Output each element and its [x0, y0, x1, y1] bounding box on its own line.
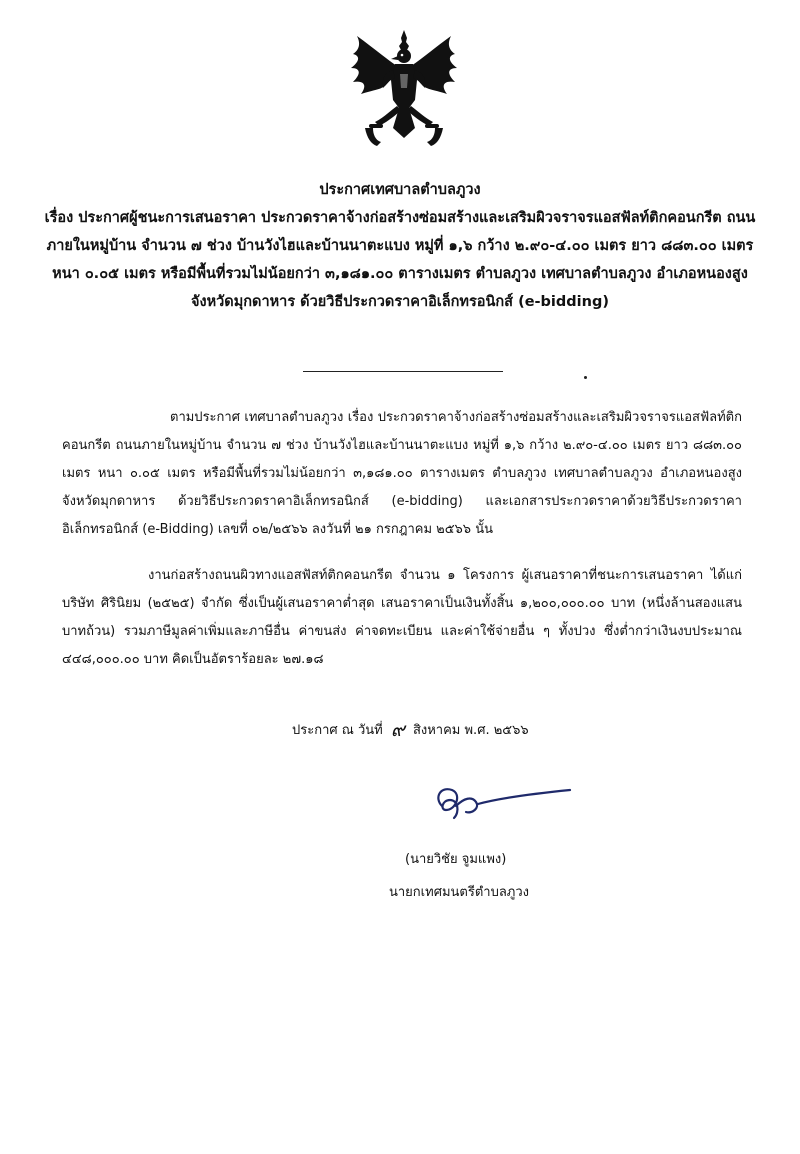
announcement-date: [292, 716, 529, 745]
date-day-handwritten: ๙: [390, 719, 405, 741]
section-divider: [303, 371, 503, 372]
date-prefix: ประกาศ ณ วันที่: [292, 723, 383, 738]
garuda-emblem-icon: [345, 28, 463, 148]
organization-heading: ประกาศเทศบาลตำบลภูวง: [319, 182, 481, 198]
signer-title: นายกเทศมนตรีตำบลภูวง: [389, 885, 529, 900]
subject-heading: เรื่อง ประกาศผู้ชนะการเสนอราคา ประกวดราคาจ้างก่อสร้างซ่อมสร้างและเสริมผิวจราจรแอสฟัลท์ติกคอนกรีต ถนนภายในหมู่บ้าน จำนวน ๗ ช่วง บ้านวังไฮและบ้านนาตะแบง หมู่ที่ ๑,๖ กว้าง ๒.๙๐-๔.๐๐ เมตร ยาว ๘๘๓.๐๐ เมตร หนา ๐.๐๕ เมตร หรือมีพื้นที่รวมไม่น้อยกว่า ๓,๑๘๑.๐๐ ตารางเมตร ตำบลภูวง เทศบาลตำบลภูวง อำเภอหนองสูง จังหวัดมุกดาหาร ด้วยวิธีประกวดราคาอิเล็กทรอนิกส์ (e-bidding): [44, 210, 756, 310]
handwritten-signature-icon: [420, 776, 590, 836]
body-paragraph-1: ตามประกาศ เทศบาลตำบลภูวง เรื่อง ประกวดราคาจ้างก่อสร้างซ่อมสร้างและเสริมผิวจราจรแอสฟัลท์ติกคอนกรีต ถนนภายในหมู่บ้าน จำนวน ๗ ช่วง บ้านวังไฮและบ้านนาตะแบง หมู่ที่ ๑,๖ กว้าง ๒.๙๐-๔.๐๐ เมตร ยาว ๘๘๓.๐๐ เมตร หนา ๐.๐๕ เมตร หรือมีพื้นที่รวมไม่น้อยกว่า ๓,๑๘๑.๐๐ ตารางเมตร ตำบลภูวง เทศบาลตำบลภูวง อำเภอหนองสูง จังหวัดมุกดาหาร ด้วยวิธีประกวดราคาอิเล็กทรอนิกส์ (e-bidding) และเอกสารประกวดราคาด้วยวิธีประกวดราคาอิเล็กทรอนิกส์ (e-Bidding) เลขที่ ๐๒/๒๕๖๖ ลงวันที่ ๒๑ กรกฎาคม ๒๕๖๖ นั้น: [62, 410, 742, 537]
body-paragraph-2: งานก่อสร้างถนนผิวทางแอสฟัสท์ติกคอนกรีต จำนวน ๑ โครงการ ผู้เสนอราคาที่ชนะการเสนอราคา ได้แก่ บริษัท ศิรินิยม (๒๕๒๕) จำกัด ซึ่งเป็นผู้เสนอราคาต่ำสุด เสนอราคาเป็นเงินทั้งสิ้น ๑,๒๐๐,๐๐๐.๐๐ บาท (หนึ่งล้านสองแสนบาทถ้วน) รวมภาษีมูลค่าเพิ่มและภาษีอื่น ค่าขนส่ง ค่าจดทะเบียน และค่าใช้จ่ายอื่น ๆ ทั้งปวง ซึ่งต่ำกว่าเงินงบประมาณ ๔๔๘,๐๐๐.๐๐ บาท คิดเป็นอัตราร้อยละ ๒๗.๑๘: [62, 568, 742, 667]
signer-name: (นายวิชัย จูมแพง): [405, 852, 507, 867]
date-month-year: สิงหาคม พ.ศ. ๒๕๖๖: [412, 723, 529, 738]
stray-mark: [584, 376, 587, 379]
